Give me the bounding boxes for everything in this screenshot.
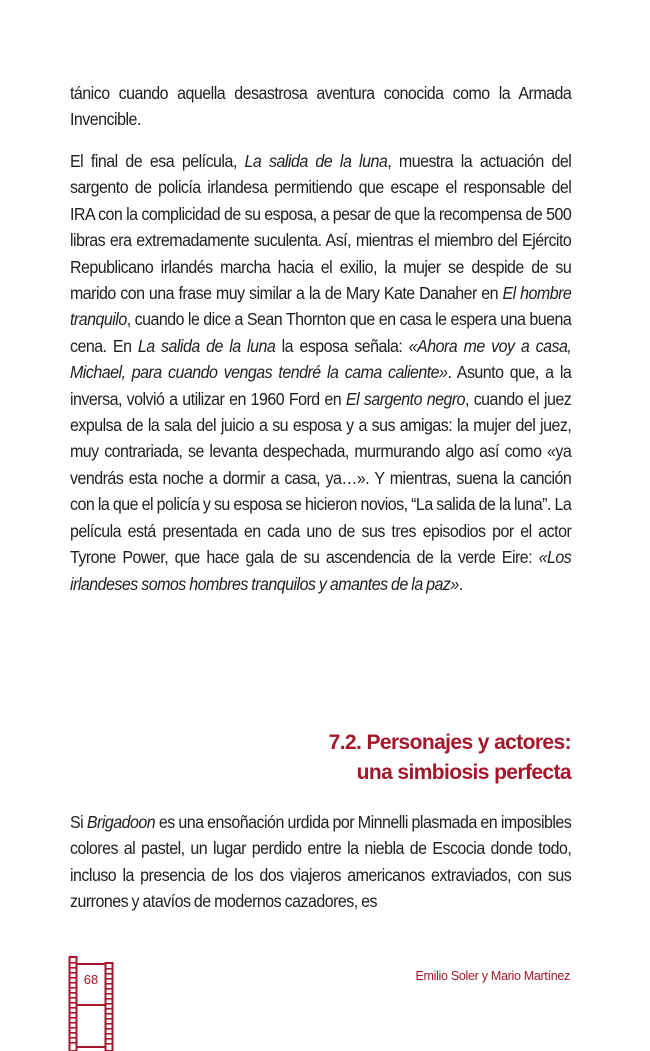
italic-text-run: La salida de la luna [137,335,276,356]
section-heading-line-1: 7.2. Personajes y actores: [328,731,571,754]
running-footer-authors: Emilio Soler y Mario Martínez [415,969,570,983]
text-run: . [458,573,463,594]
text-run: Si [70,812,87,832]
film-strip-icon [68,956,114,1051]
italic-text-run: El sargento negro [345,388,466,409]
paragraph-2 [70,148,571,597]
italic-text-run: El hombre tranquilo [70,283,572,330]
text-run: . Asunto que, a la inversa, volvió a utilizar en 1960 Ford en [70,362,572,409]
section-heading-line-2: una simbiosis perfecta [356,761,571,784]
section-heading [70,728,571,788]
paragraph-3 [70,809,571,915]
text-run: , cuando el juez expulsa de la sala del juicio a su esposa y a sus amigas: la mujer del juez, muy contrariada, se levanta despechada, murmurando algo así como «ya vendrás esta noche a dormir a casa, ya…». Y mientras, suena la canción con la que el policía y su esposa se hicieron novios, “La salida de la luna”. La película está presentada en cada uno de sus tres episodios por el actor Tyrone Power, que hace gala de su ascendencia de la verde Eire: [70,388,572,568]
paragraph-1 [70,80,571,133]
text-run: tánico cuando aquella desastrosa aventura conocida como la Armada Invencible. [70,83,572,130]
text-run: la esposa señala: [275,335,409,356]
text-run: , muestra la actuación del sargento de policía irlandesa permitiendo que escape el responsable del IRA con la complicidad de su esposa, a pesar de que la recompensa de 500 libras era extremadamente suculenta. Así, mientras el miembro del Ejército Republicano irlandés marcha hacia el exilio, la mujer se despide de su marido con una frase muy similar a la de Mary Kate Danaher en [70,151,572,304]
text-run: es una ensoñación urdida por Minnelli plasmada en imposibles colores al pastel, un lugar perdido entre la niebla de Escocia donde todo, incluso la presencia de los dos viajeros americanos extraviados, con sus zurrones y atavíos de modernos cazadores, es [70,812,572,912]
text-run: , cuando le dice a Sean Thornton que en casa le espera una buena cena. En [70,309,572,356]
italic-text-run: La salida de la luna [244,151,388,171]
italic-text-run: «Los irlandeses somos hombres tranquilos y amantes de la paz» [70,547,572,594]
italic-text-run: Brigadoon [86,812,156,832]
page-number: 68 [83,972,99,987]
text-run: El final de esa película, [70,151,245,171]
italic-text-run: «Ahora me voy a casa, Michael, para cuando vengas tendré la cama caliente» [70,335,572,383]
